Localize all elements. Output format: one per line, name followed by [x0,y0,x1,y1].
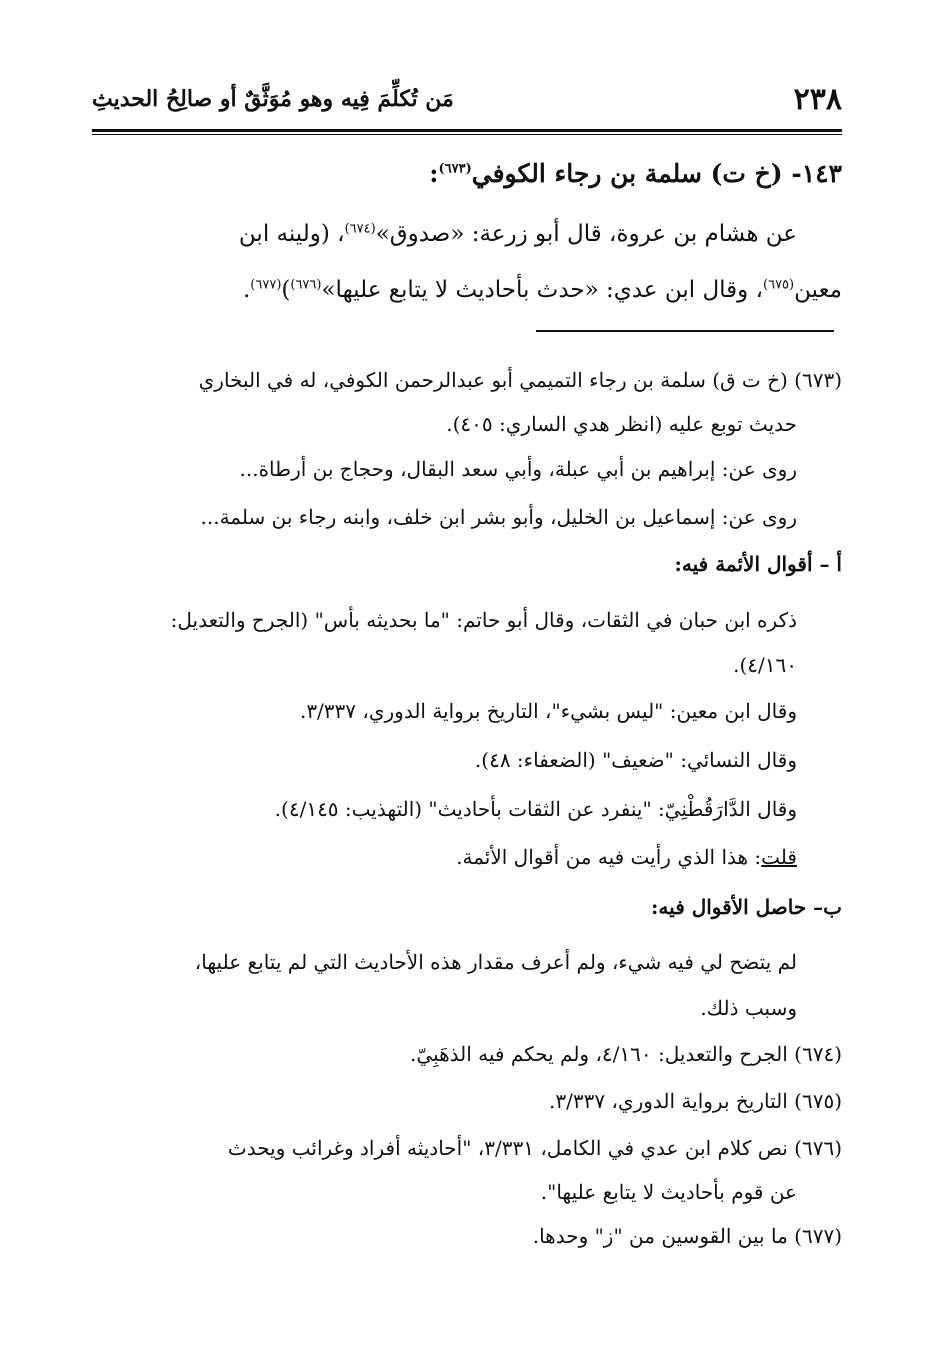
page-header [92,74,842,124]
body-text-2c: ) [281,277,291,303]
body-text-1b: ، (ولينه ابن [238,221,345,247]
section-a-line-6-text: : هذا الذي رأيت فيه من أقوال الأئمة. [456,845,762,869]
footnote-673-line-1: (٦٧٣) (خ ت ق) سلمة بن رجاء التميمي أبو عبدالرحمن الكوفي، له في البخاري [198,368,842,392]
body-text-1: عن هشام بن عروة، قال أبو زرعة: «صدوق» [375,221,797,247]
body-line-1 [92,212,842,256]
entry-heading-text: ١٤٣- (خ ت) سلمة بن رجاء الكوفي [471,159,842,188]
page-number: ٢٣٨ [793,81,842,117]
body-line-2 [92,268,842,312]
body-text-2d: . [242,277,251,303]
section-a-line-5: وقال الدَّارَقُطْنِيّ: "ينفرد عن الثقات بأحاديث" (التهذيب: ٤/١٤٥). [274,797,797,821]
footnote-673-line-2: حديث توبع عليه (انظر هدي الساري: ٤٠٥). [446,412,797,436]
footnote-ref-674: (٦٧٤) [344,221,376,237]
section-a-line-1: ذكره ابن حبان في الثقات، وقال أبو حاتم: "ما بحديثه بأس" (الجرح والتعديل: [170,608,797,632]
footnote-separator [536,330,834,332]
section-b-heading: ب– حاصل الأقوال فيه: [651,895,842,919]
footnote-ref-676: (٦٧٦) [290,277,322,293]
footnote-673-line-3: روى عن: إبراهيم بن أبي عبلة، وأبي سعد البقال، وحجاج بن أرطاة... [239,457,797,481]
footnote-677: (٦٧٧) ما بين القوسين من "ز" وحدها. [532,1224,842,1248]
section-b-line-2: وسبب ذلك. [700,996,797,1020]
running-title: مَن تُكلِّمَ فِيه وهو مُوَثَّقٌ أو صالِحُ الحديثِ [92,86,454,112]
qultu-label: قلت [761,845,797,869]
section-a-heading: أ – أقوال الأئمة فيه: [674,552,842,576]
footnote-674: (٦٧٤) الجرح والتعديل: ٤/١٦٠، ولم يحكم فيه الذهَبِيّ. [410,1042,842,1066]
body-text-2b: ، وقال ابن عدي: «حدث بأحاديث لا يتابع عليها» [321,277,764,303]
footnote-673-line-4: روى عن: إسماعيل بن الخليل، وأبو بشر ابن خلف، وابنه رجاء بن سلمة... [200,505,797,529]
section-b-line-1: لم يتضح لي فيه شيء، ولم أعرف مقدار هذه الأحاديث التي لم يتابع عليها، [194,950,797,974]
header-rule-thin [92,134,842,135]
footnote-ref-677: (٦٧٧) [250,277,282,293]
footnote-675: (٦٧٥) التاريخ برواية الدوري، ٣/٣٣٧. [549,1089,842,1113]
section-a-line-4: وقال النسائي: "ضعيف" (الضعفاء: ٤٨). [474,748,797,772]
section-a-line-3: وقال ابن معين: "ليس بشيء"، التاريخ برواية الدوري، ٣/٣٣٧. [299,699,797,723]
footnote-ref-675: (٦٧٥) [763,277,795,293]
footnote-676-line-1: (٦٧٦) نص كلام ابن عدي في الكامل، ٣/٣٣١، "أحاديثه أفراد وغرائب ويحدث [227,1136,842,1160]
footnote-ref-673: (٦٧٣) [438,161,472,177]
header-rule-thick [92,129,842,132]
entry-heading-colon: : [429,159,439,188]
section-a-line-2: ٤/١٦٠). [733,653,797,677]
body-text-2a: معين [794,277,842,303]
section-a-line-6 [92,837,842,877]
entry-heading [92,154,842,194]
footnote-676-line-2: عن قوم بأحاديث لا يتابع عليها". [540,1180,797,1204]
